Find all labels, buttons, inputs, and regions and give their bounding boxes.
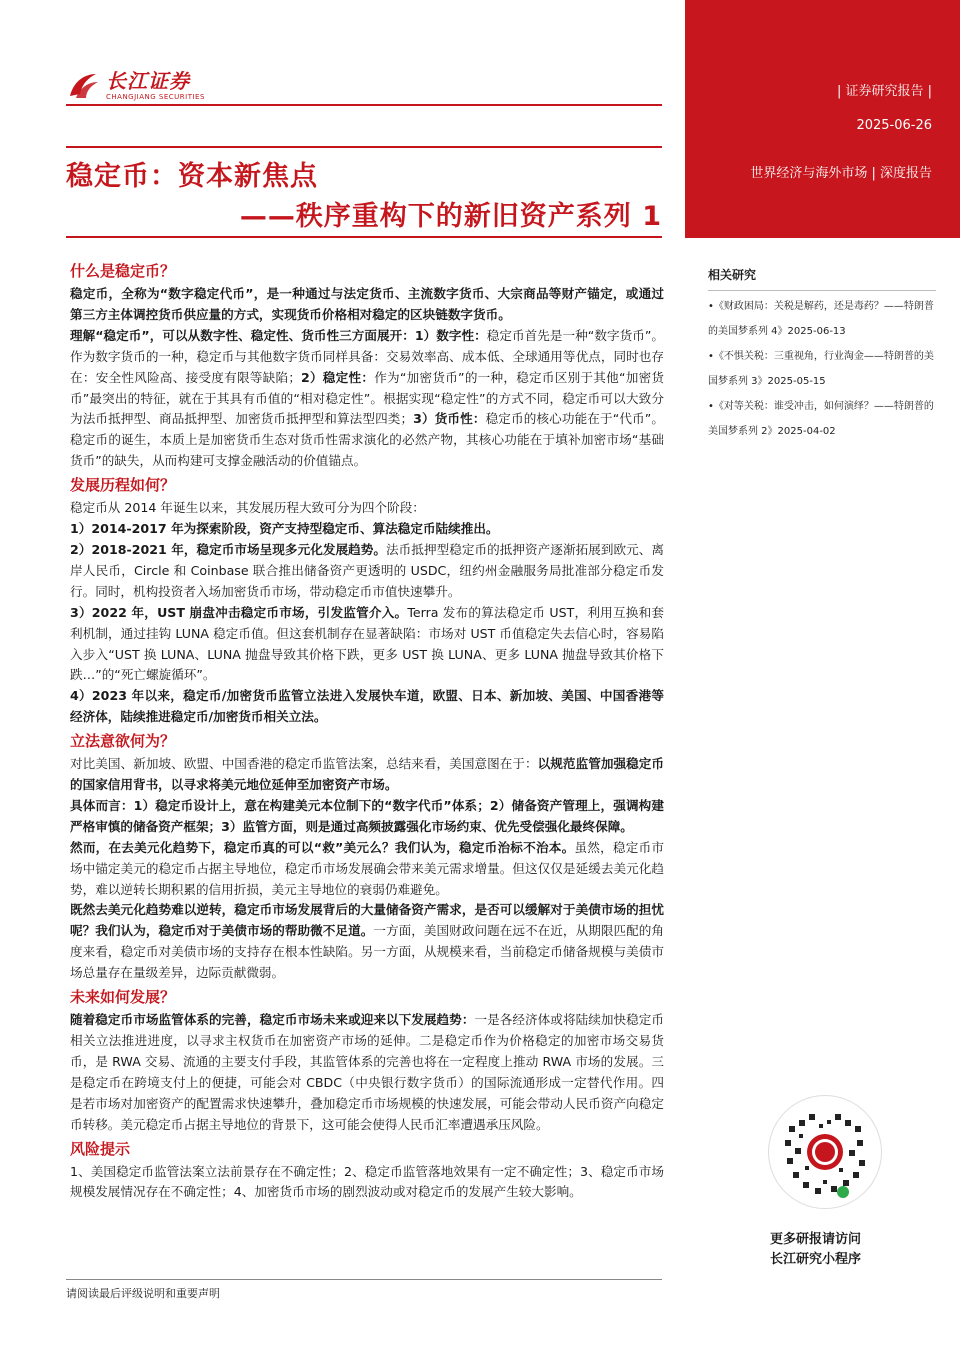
- paragraph: 4）2023 年以来，稳定币/加密货币监管立法进入发展快车道，欧盟、日本、新加坡、美国、中国香港等经济体，陆续推进稳定币/加密货币相关立法。: [70, 688, 664, 725]
- footer-divider: [66, 1279, 662, 1280]
- section-title: 未来如何发展？: [70, 988, 176, 1007]
- sidebar-header-block: [685, 0, 960, 238]
- report-date: 2025-06-26: [856, 118, 932, 133]
- report-subtitle: ——秩序重构下的新旧资产系列 1: [239, 201, 662, 232]
- related-report-link[interactable]: •《财政困局：关税是解药，还是毒药？——特朗普的美国梦系列 4》2025-06-13: [708, 301, 934, 337]
- paragraph: 既然去美元化趋势难以逆转，稳定币市场发展背后的大量储备资产需求，是否可以缓解对于美债市场的担忧呢？我们认为，稳定币对于美债市场的帮助微不足道。一方面，美国财政问题在远不在近，从期限匹配的角度来看，稳定币对美债市场的支持存在根本性缺陷。另一方面，从规模来看，当前稳定币储备规模与美债市场总量存在量级差异，边际贡献微弱。: [70, 902, 665, 981]
- qr-caption-line-1: 更多研报请访问: [770, 1232, 862, 1247]
- related-report-link[interactable]: •《不惧关税：三重视角，行业淘金——特朗普的美国梦系列 3》2025-05-15: [708, 351, 934, 387]
- qr-caption: [770, 1230, 861, 1270]
- logo-mark-icon: [66, 70, 100, 102]
- report-title: 稳定币：资本新焦点: [66, 161, 318, 192]
- report-body: [70, 258, 664, 1203]
- paragraph: 1）2014-2017 年为探索阶段，资产支持型稳定币、算法稳定币陆续推出。: [70, 521, 499, 537]
- related-research-divider: [708, 290, 936, 291]
- section-title: 风险提示: [70, 1139, 131, 1158]
- paragraph: 理解“稳定币”，可以从数字性、稳定性、货币性三方面展开：1）数字性：稳定币首先是一种“数字货币”。作为数字货币的一种，稳定币与其他数字货币同样具备：交易效率高、成本低、全球通用等优点，同时也存在：安全性风险高、接受度有限等缺陷；2）稳定性：作为“加密货币”的一种，稳定币区别于其他“加密货币”最突出的特征，就在于其具有币值的“相对稳定性”。根据实现“稳定性”的方式不同，稳定币可以大致分为法币抵押型、商品抵押型、加密货币抵押型和算法型四类；3）货币性：稳定币的核心功能在于“代币”。稳定币的诞生，本质上是加密货币生态对货币性需求演化的必然产物，其核心功能在于填补加密市场“基础货币”的缺失，从而构建可支撑金融活动的价值锚点。: [70, 327, 665, 469]
- section-title: 什么是稳定币？: [70, 262, 176, 280]
- paragraph: 稳定币从 2014 年诞生以来，其发展历程大致可分为四个阶段：: [70, 500, 425, 516]
- section-title: 发展历程如何？: [70, 476, 176, 495]
- report-category: 世界经济与海外市场 | 深度报告: [750, 166, 932, 181]
- title-divider-bottom: [66, 236, 662, 238]
- paragraph: 1、美国稳定币监管法案立法前景存在不确定性；2、稳定币监管落地效果有一定不确定性；3、稳定币市场规模发展情况存在不确定性；4、加密货币市场的剧烈波动或对稳定币的发展产生较大影响。: [70, 1163, 664, 1200]
- paragraph: 对比美国、新加坡、欧盟、中国香港的稳定币监管法案，总结来看，美国意图在于：以规范监管加强稳定币的国家信用背书，以寻求将美元地位延伸至加密资产市场。: [70, 756, 665, 793]
- paragraph: 具体而言：1）稳定币设计上，意在构建美元本位制下的“数字代币”体系；2）储备资产管理上，强调构建严格审慎的储备资产框架；3）监管方面，则是通过高频披露强化市场约束、优先受偿强化最终保障。: [70, 797, 664, 834]
- report-type-label: | 证券研究报告 |: [836, 84, 932, 99]
- paragraph: 然而，在去美元化趋势下，稳定币真的可以“救”美元么？我们认为，稳定币治标不治本。虽然，稳定币市场中锚定美元的稳定币占据主导地位，稳定币市场发展确会带来美元需求增量。但这仅仅是延缓去美元化趋势，难以逆转长期积累的信用折损，美元主导地位的衰弱仍难避免。: [70, 839, 664, 897]
- logo-english-name: CHANGJIANG SECURITIES: [106, 93, 205, 101]
- paragraph: 稳定币，全称为“数字稳定代币”，是一种通过与法定货币、主流数字货币、大宗商品等财产锚定，或通过第三方主体调控货币供应量的方式，实现货币价格相对稳定的区块链数字货币。: [70, 286, 664, 322]
- title-divider-top: [66, 146, 662, 148]
- paragraph: 随着稳定币市场监管体系的完善，稳定币市场未来或迎来以下发展趋势：一是各经济体或将陆续加快稳定币相关立法推进进度，以寻求主权货币在加密资产市场的延伸。二是稳定币作为价格稳定的加密市场交易货币，是 RWA 交易、流通的主要支付手段，其监管体系的完善也将在一定程度上推动 RWA 市场的发展。三是稳定币在跨境支付上的便捷，可能会对 CBDC（中央银行数字货币）的国际流通形成一定替代作用。四是若市场对加密资产的配置需求快速攀升，叠加稳定币市场规模的快速发展，可能会带动人民币资产向稳定币转移。美元稳定币占据主导地位的背景下，这可能会使得人民币汇率遭遇承压风险。: [70, 1012, 665, 1132]
- related-research-title: 相关研究: [708, 268, 757, 282]
- logo-chinese-name: 长江证券: [106, 69, 190, 93]
- qr-pattern-icon: [769, 1096, 881, 1208]
- paragraph: 2）2018-2021 年，稳定币市场呈现多元化发展趋势。法币抵押型稳定币的抵押资产逐渐拓展到欧元、离岸人民币，Circle 和 Coinbase 联合推出储备资产更透明的 USDC，纽约州金融服务局批准部分稳定币发行。同时，机构投资者入场加密货币市场，带动稳定币市值快速攀升。: [70, 541, 664, 599]
- company-logo: [66, 66, 205, 106]
- qr-caption-line-2: 长江研究小程序: [770, 1252, 862, 1267]
- section-title: 立法意欲何为？: [70, 732, 176, 751]
- footer-disclaimer: 请阅读最后评级说明和重要声明: [66, 1287, 220, 1300]
- paragraph: 3）2022 年，UST 崩盘冲击稳定币市场，引发监管介入。Terra 发布的算法稳定币 UST，利用互换和套利机制，通过挂钩 LUNA 稳定币值。但这套机制存在显著缺陷：市场对 UST 币值稳定失去信心时，容易陷入步入“UST 换 LUNA、LUNA 抛盘导致其价格下跌，更多 UST 换 LUNA、更多 LUNA 抛盘导致其价格下跌…”的“死亡螺旋循环”。: [70, 604, 664, 683]
- related-report-link[interactable]: •《对等关税：谁受冲击，如何演绎？——特朗普的美国梦系列 2》2025-04-02: [708, 401, 934, 437]
- mini-program-qr-code[interactable]: [768, 1095, 882, 1209]
- header-divider: [66, 104, 662, 106]
